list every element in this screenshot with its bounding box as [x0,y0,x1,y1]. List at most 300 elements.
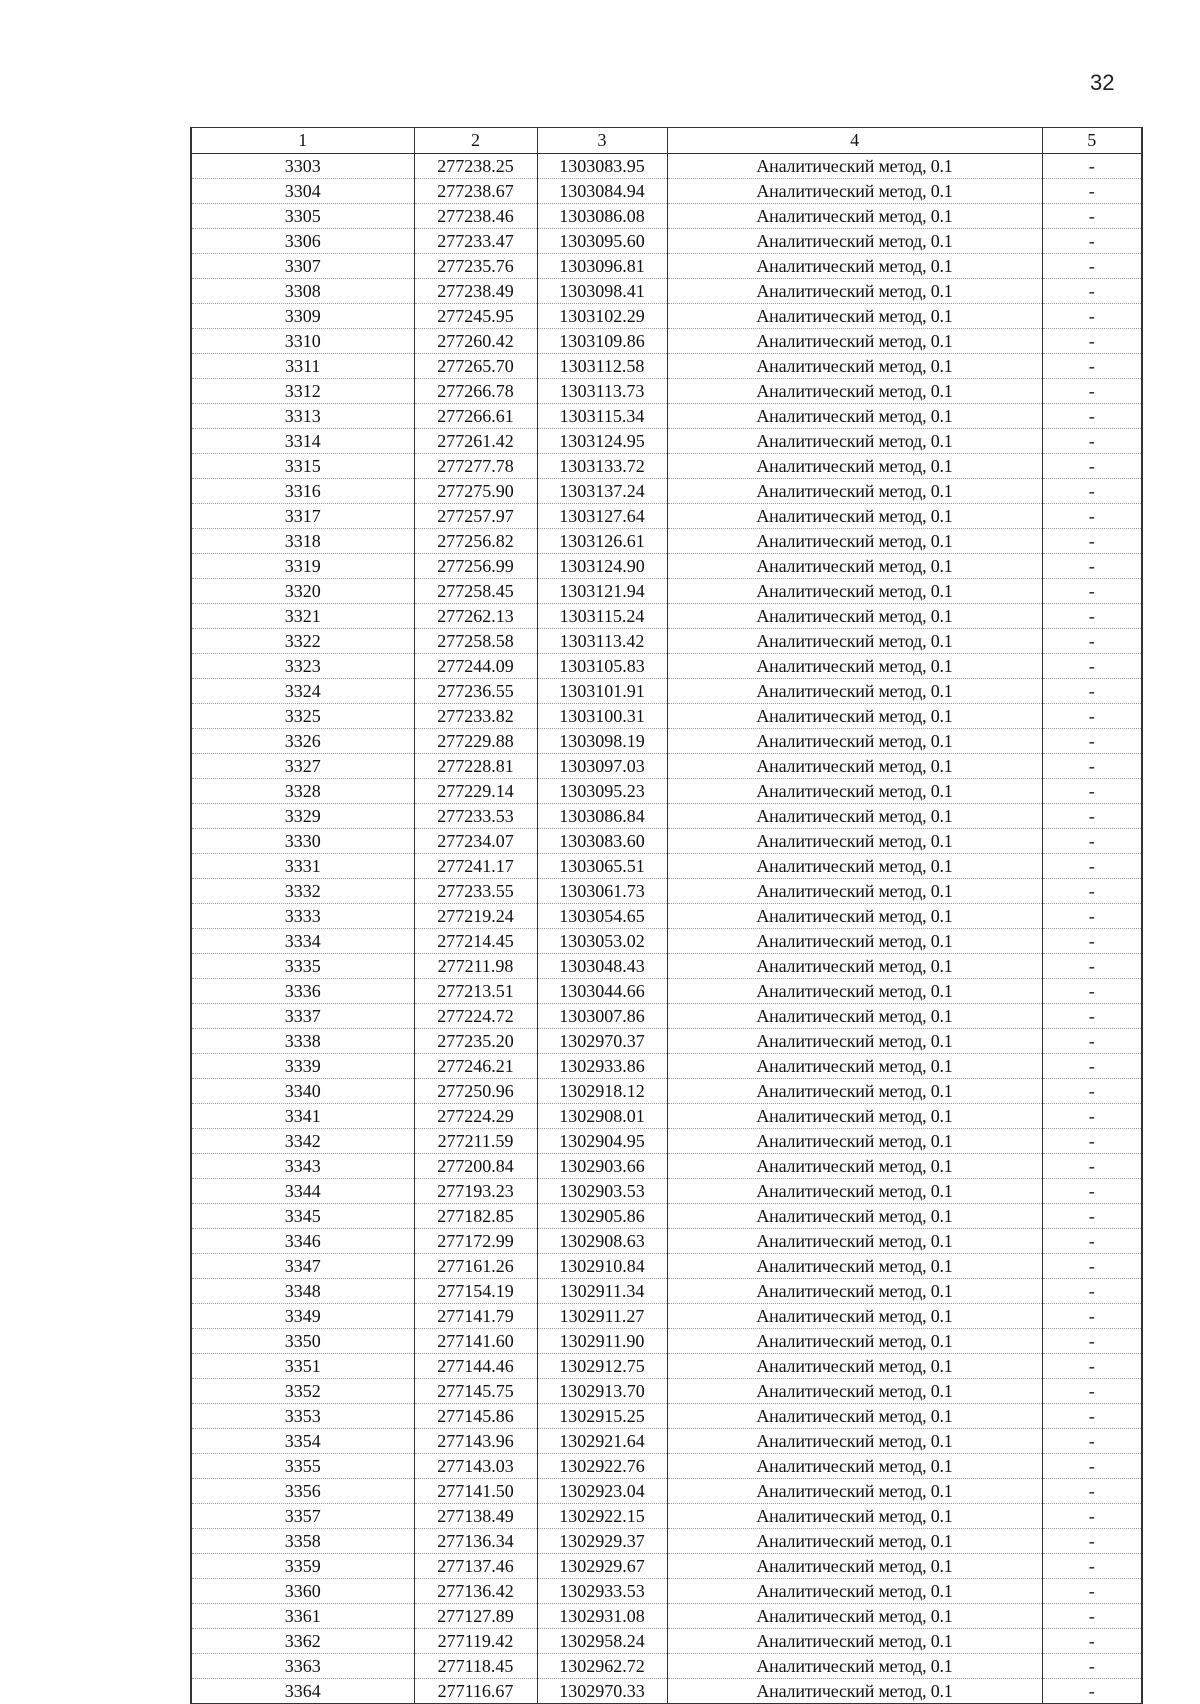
method-cell: Аналитический метод, 0.1 [667,829,1042,854]
coordinates-table [190,127,1143,1704]
table-row [191,454,1142,479]
y-coordinate-cell: 1303126.61 [537,529,667,554]
note-cell: - [1042,354,1142,379]
table-row [191,1404,1142,1429]
point-number-cell: 3325 [191,704,414,729]
x-coordinate-cell: 277260.42 [414,329,537,354]
method-cell: Аналитический метод, 0.1 [667,604,1042,629]
x-coordinate-cell: 277233.55 [414,879,537,904]
table-row [191,704,1142,729]
x-coordinate-cell: 277258.45 [414,579,537,604]
y-coordinate-cell: 1303053.02 [537,929,667,954]
y-coordinate-cell: 1303127.64 [537,504,667,529]
y-coordinate-cell: 1303124.90 [537,554,667,579]
table-row [191,154,1142,179]
x-coordinate-cell: 277246.21 [414,1054,537,1079]
point-number-cell: 3350 [191,1329,414,1354]
point-number-cell: 3316 [191,479,414,504]
method-cell: Аналитический метод, 0.1 [667,1079,1042,1104]
x-coordinate-cell: 277172.99 [414,1229,537,1254]
point-number-cell: 3311 [191,354,414,379]
table-row [191,1304,1142,1329]
x-coordinate-cell: 277145.75 [414,1379,537,1404]
method-cell: Аналитический метод, 0.1 [667,1179,1042,1204]
y-coordinate-cell: 1303086.08 [537,204,667,229]
method-cell: Аналитический метод, 0.1 [667,879,1042,904]
x-coordinate-cell: 277141.79 [414,1304,537,1329]
x-coordinate-cell: 277118.45 [414,1654,537,1679]
point-number-cell: 3355 [191,1454,414,1479]
method-cell: Аналитический метод, 0.1 [667,654,1042,679]
table-row [191,1104,1142,1129]
table-row [191,1204,1142,1229]
point-number-cell: 3356 [191,1479,414,1504]
x-coordinate-cell: 277143.96 [414,1429,537,1454]
note-cell: - [1042,1679,1142,1704]
point-number-cell: 3338 [191,1029,414,1054]
point-number-cell: 3317 [191,504,414,529]
table-row [191,629,1142,654]
point-number-cell: 3335 [191,954,414,979]
x-coordinate-cell: 277265.70 [414,354,537,379]
method-cell: Аналитический метод, 0.1 [667,1504,1042,1529]
note-cell: - [1042,754,1142,779]
note-cell: - [1042,1404,1142,1429]
point-number-cell: 3309 [191,304,414,329]
y-coordinate-cell: 1302904.95 [537,1129,667,1154]
x-coordinate-cell: 277182.85 [414,1204,537,1229]
method-cell: Аналитический метод, 0.1 [667,379,1042,404]
header-cell: 3 [537,128,667,154]
note-cell: - [1042,854,1142,879]
point-number-cell: 3364 [191,1679,414,1704]
note-cell: - [1042,1604,1142,1629]
x-coordinate-cell: 277241.17 [414,854,537,879]
method-cell: Аналитический метод, 0.1 [667,1529,1042,1554]
table-row [191,354,1142,379]
table-row [191,479,1142,504]
x-coordinate-cell: 277256.82 [414,529,537,554]
method-cell: Аналитический метод, 0.1 [667,1429,1042,1454]
y-coordinate-cell: 1302915.25 [537,1404,667,1429]
x-coordinate-cell: 277137.46 [414,1554,537,1579]
note-cell: - [1042,1304,1142,1329]
y-coordinate-cell: 1303096.81 [537,254,667,279]
table-row [191,204,1142,229]
y-coordinate-cell: 1302908.63 [537,1229,667,1254]
point-number-cell: 3330 [191,829,414,854]
method-cell: Аналитический метод, 0.1 [667,1154,1042,1179]
y-coordinate-cell: 1303083.60 [537,829,667,854]
note-cell: - [1042,679,1142,704]
table-row [191,654,1142,679]
note-cell: - [1042,779,1142,804]
y-coordinate-cell: 1303124.95 [537,429,667,454]
x-coordinate-cell: 277161.26 [414,1254,537,1279]
table-row [191,554,1142,579]
note-cell: - [1042,629,1142,654]
method-cell: Аналитический метод, 0.1 [667,429,1042,454]
x-coordinate-cell: 277266.61 [414,404,537,429]
y-coordinate-cell: 1303137.24 [537,479,667,504]
point-number-cell: 3337 [191,1004,414,1029]
table-row [191,1004,1142,1029]
note-cell: - [1042,1129,1142,1154]
point-number-cell: 3326 [191,729,414,754]
table-row [191,1179,1142,1204]
point-number-cell: 3306 [191,229,414,254]
table-row [191,529,1142,554]
y-coordinate-cell: 1302921.64 [537,1429,667,1454]
note-cell: - [1042,729,1142,754]
note-cell: - [1042,604,1142,629]
point-number-cell: 3333 [191,904,414,929]
y-coordinate-cell: 1302962.72 [537,1654,667,1679]
x-coordinate-cell: 277277.78 [414,454,537,479]
note-cell: - [1042,1504,1142,1529]
point-number-cell: 3341 [191,1104,414,1129]
point-number-cell: 3332 [191,879,414,904]
x-coordinate-cell: 277145.86 [414,1404,537,1429]
point-number-cell: 3322 [191,629,414,654]
point-number-cell: 3320 [191,579,414,604]
x-coordinate-cell: 277235.20 [414,1029,537,1054]
point-number-cell: 3359 [191,1554,414,1579]
x-coordinate-cell: 277262.13 [414,604,537,629]
point-number-cell: 3340 [191,1079,414,1104]
table-row [191,1429,1142,1454]
note-cell: - [1042,379,1142,404]
table-row [191,1279,1142,1304]
table-row [191,1229,1142,1254]
note-cell: - [1042,529,1142,554]
y-coordinate-cell: 1303133.72 [537,454,667,479]
method-cell: Аналитический метод, 0.1 [667,1029,1042,1054]
table-row [191,1454,1142,1479]
table-row [191,1329,1142,1354]
table-row [191,1054,1142,1079]
x-coordinate-cell: 277258.58 [414,629,537,654]
point-number-cell: 3303 [191,154,414,179]
table-row [191,1379,1142,1404]
table-row [191,879,1142,904]
table-row [191,229,1142,254]
x-coordinate-cell: 277233.53 [414,804,537,829]
table-row [191,854,1142,879]
table-row [191,904,1142,929]
table-row [191,1679,1142,1704]
y-coordinate-cell: 1303095.23 [537,779,667,804]
note-cell: - [1042,1104,1142,1129]
method-cell: Аналитический метод, 0.1 [667,904,1042,929]
method-cell: Аналитический метод, 0.1 [667,629,1042,654]
note-cell: - [1042,179,1142,204]
point-number-cell: 3336 [191,979,414,1004]
note-cell: - [1042,429,1142,454]
note-cell: - [1042,1079,1142,1104]
method-cell: Аналитический метод, 0.1 [667,1329,1042,1354]
x-coordinate-cell: 277229.14 [414,779,537,804]
x-coordinate-cell: 277261.42 [414,429,537,454]
y-coordinate-cell: 1303097.03 [537,754,667,779]
table-row [191,504,1142,529]
method-cell: Аналитический метод, 0.1 [667,279,1042,304]
y-coordinate-cell: 1303102.29 [537,304,667,329]
x-coordinate-cell: 277238.25 [414,154,537,179]
table-row [191,429,1142,454]
table-row [191,754,1142,779]
note-cell: - [1042,929,1142,954]
method-cell: Аналитический метод, 0.1 [667,779,1042,804]
point-number-cell: 3363 [191,1654,414,1679]
method-cell: Аналитический метод, 0.1 [667,254,1042,279]
point-number-cell: 3328 [191,779,414,804]
y-coordinate-cell: 1302910.84 [537,1254,667,1279]
x-coordinate-cell: 277234.07 [414,829,537,854]
y-coordinate-cell: 1302922.76 [537,1454,667,1479]
point-number-cell: 3353 [191,1404,414,1429]
x-coordinate-cell: 277257.97 [414,504,537,529]
table-row [191,779,1142,804]
table-row [191,329,1142,354]
note-cell: - [1042,1629,1142,1654]
table-row [191,279,1142,304]
x-coordinate-cell: 277116.67 [414,1679,537,1704]
point-number-cell: 3313 [191,404,414,429]
x-coordinate-cell: 277250.96 [414,1079,537,1104]
table-header-row [191,128,1142,154]
point-number-cell: 3319 [191,554,414,579]
x-coordinate-cell: 277235.76 [414,254,537,279]
table-row [191,1479,1142,1504]
y-coordinate-cell: 1303101.91 [537,679,667,704]
note-cell: - [1042,1254,1142,1279]
note-cell: - [1042,279,1142,304]
table-row [191,579,1142,604]
y-coordinate-cell: 1303115.34 [537,404,667,429]
page-number: 32 [1090,70,1115,95]
point-number-cell: 3347 [191,1254,414,1279]
table-row [191,1504,1142,1529]
method-cell: Аналитический метод, 0.1 [667,229,1042,254]
point-number-cell: 3315 [191,454,414,479]
y-coordinate-cell: 1302913.70 [537,1379,667,1404]
note-cell: - [1042,1354,1142,1379]
table-row [191,829,1142,854]
y-coordinate-cell: 1303105.83 [537,654,667,679]
note-cell: - [1042,204,1142,229]
note-cell: - [1042,254,1142,279]
method-cell: Аналитический метод, 0.1 [667,1379,1042,1404]
y-coordinate-cell: 1303054.65 [537,904,667,929]
x-coordinate-cell: 277266.78 [414,379,537,404]
method-cell: Аналитический метод, 0.1 [667,479,1042,504]
table-row [191,1579,1142,1604]
method-cell: Аналитический метод, 0.1 [667,804,1042,829]
method-cell: Аналитический метод, 0.1 [667,1629,1042,1654]
x-coordinate-cell: 277213.51 [414,979,537,1004]
x-coordinate-cell: 277238.67 [414,179,537,204]
y-coordinate-cell: 1302918.12 [537,1079,667,1104]
note-cell: - [1042,304,1142,329]
x-coordinate-cell: 277219.24 [414,904,537,929]
method-cell: Аналитический метод, 0.1 [667,1254,1042,1279]
y-coordinate-cell: 1302933.53 [537,1579,667,1604]
y-coordinate-cell: 1302929.67 [537,1554,667,1579]
method-cell: Аналитический метод, 0.1 [667,1554,1042,1579]
x-coordinate-cell: 277238.46 [414,204,537,229]
note-cell: - [1042,904,1142,929]
y-coordinate-cell: 1302903.53 [537,1179,667,1204]
note-cell: - [1042,1004,1142,1029]
method-cell: Аналитический метод, 0.1 [667,1129,1042,1154]
y-coordinate-cell: 1303095.60 [537,229,667,254]
table-row [191,954,1142,979]
method-cell: Аналитический метод, 0.1 [667,929,1042,954]
header-cell: 2 [414,128,537,154]
table-row [191,1554,1142,1579]
note-cell: - [1042,954,1142,979]
note-cell: - [1042,1379,1142,1404]
y-coordinate-cell: 1303113.73 [537,379,667,404]
method-cell: Аналитический метод, 0.1 [667,504,1042,529]
y-coordinate-cell: 1302958.24 [537,1629,667,1654]
y-coordinate-cell: 1303121.94 [537,579,667,604]
note-cell: - [1042,1029,1142,1054]
x-coordinate-cell: 277245.95 [414,304,537,329]
note-cell: - [1042,1229,1142,1254]
method-cell: Аналитический метод, 0.1 [667,1479,1042,1504]
note-cell: - [1042,454,1142,479]
table-row [191,729,1142,754]
table-row [191,1604,1142,1629]
point-number-cell: 3339 [191,1054,414,1079]
point-number-cell: 3327 [191,754,414,779]
y-coordinate-cell: 1303098.19 [537,729,667,754]
method-cell: Аналитический метод, 0.1 [667,1004,1042,1029]
header-cell: 1 [191,128,414,154]
note-cell: - [1042,1054,1142,1079]
table-row [191,1029,1142,1054]
point-number-cell: 3354 [191,1429,414,1454]
point-number-cell: 3308 [191,279,414,304]
point-number-cell: 3329 [191,804,414,829]
x-coordinate-cell: 277233.47 [414,229,537,254]
point-number-cell: 3323 [191,654,414,679]
table-row [191,1354,1142,1379]
y-coordinate-cell: 1303098.41 [537,279,667,304]
x-coordinate-cell: 277136.34 [414,1529,537,1554]
table-row [191,179,1142,204]
x-coordinate-cell: 277154.19 [414,1279,537,1304]
y-coordinate-cell: 1302931.08 [537,1604,667,1629]
method-cell: Аналитический метод, 0.1 [667,1654,1042,1679]
point-number-cell: 3346 [191,1229,414,1254]
point-number-cell: 3324 [191,679,414,704]
note-cell: - [1042,504,1142,529]
y-coordinate-cell: 1303065.51 [537,854,667,879]
y-coordinate-cell: 1302923.04 [537,1479,667,1504]
table-row [191,979,1142,1004]
method-cell: Аналитический метод, 0.1 [667,1104,1042,1129]
point-number-cell: 3342 [191,1129,414,1154]
note-cell: - [1042,829,1142,854]
note-cell: - [1042,329,1142,354]
method-cell: Аналитический метод, 0.1 [667,354,1042,379]
x-coordinate-cell: 277224.29 [414,1104,537,1129]
y-coordinate-cell: 1302970.37 [537,1029,667,1054]
method-cell: Аналитический метод, 0.1 [667,854,1042,879]
y-coordinate-cell: 1302912.75 [537,1354,667,1379]
y-coordinate-cell: 1302970.33 [537,1679,667,1704]
y-coordinate-cell: 1303083.95 [537,154,667,179]
note-cell: - [1042,1204,1142,1229]
x-coordinate-cell: 277256.99 [414,554,537,579]
method-cell: Аналитический метод, 0.1 [667,954,1042,979]
note-cell: - [1042,1654,1142,1679]
table-row [191,404,1142,429]
note-cell: - [1042,979,1142,1004]
x-coordinate-cell: 277211.59 [414,1129,537,1154]
point-number-cell: 3318 [191,529,414,554]
method-cell: Аналитический метод, 0.1 [667,754,1042,779]
table-row [191,1629,1142,1654]
note-cell: - [1042,1329,1142,1354]
method-cell: Аналитический метод, 0.1 [667,454,1042,479]
note-cell: - [1042,1529,1142,1554]
method-cell: Аналитический метод, 0.1 [667,1304,1042,1329]
note-cell: - [1042,479,1142,504]
method-cell: Аналитический метод, 0.1 [667,179,1042,204]
y-coordinate-cell: 1302908.01 [537,1104,667,1129]
x-coordinate-cell: 277119.42 [414,1629,537,1654]
point-number-cell: 3358 [191,1529,414,1554]
point-number-cell: 3344 [191,1179,414,1204]
table-row [191,679,1142,704]
method-cell: Аналитический метод, 0.1 [667,1204,1042,1229]
method-cell: Аналитический метод, 0.1 [667,204,1042,229]
point-number-cell: 3331 [191,854,414,879]
table-row [191,379,1142,404]
y-coordinate-cell: 1302929.37 [537,1529,667,1554]
x-coordinate-cell: 277275.90 [414,479,537,504]
point-number-cell: 3360 [191,1579,414,1604]
table-row [191,1254,1142,1279]
y-coordinate-cell: 1303113.42 [537,629,667,654]
point-number-cell: 3312 [191,379,414,404]
point-number-cell: 3352 [191,1379,414,1404]
table-row [191,804,1142,829]
x-coordinate-cell: 277144.46 [414,1354,537,1379]
x-coordinate-cell: 277200.84 [414,1154,537,1179]
point-number-cell: 3307 [191,254,414,279]
note-cell: - [1042,404,1142,429]
x-coordinate-cell: 277136.42 [414,1579,537,1604]
method-cell: Аналитический метод, 0.1 [667,304,1042,329]
note-cell: - [1042,154,1142,179]
method-cell: Аналитический метод, 0.1 [667,1229,1042,1254]
x-coordinate-cell: 277127.89 [414,1604,537,1629]
point-number-cell: 3351 [191,1354,414,1379]
note-cell: - [1042,704,1142,729]
table-row [191,1529,1142,1554]
note-cell: - [1042,229,1142,254]
note-cell: - [1042,879,1142,904]
point-number-cell: 3343 [191,1154,414,1179]
y-coordinate-cell: 1302911.34 [537,1279,667,1304]
table-row [191,1079,1142,1104]
point-number-cell: 3334 [191,929,414,954]
